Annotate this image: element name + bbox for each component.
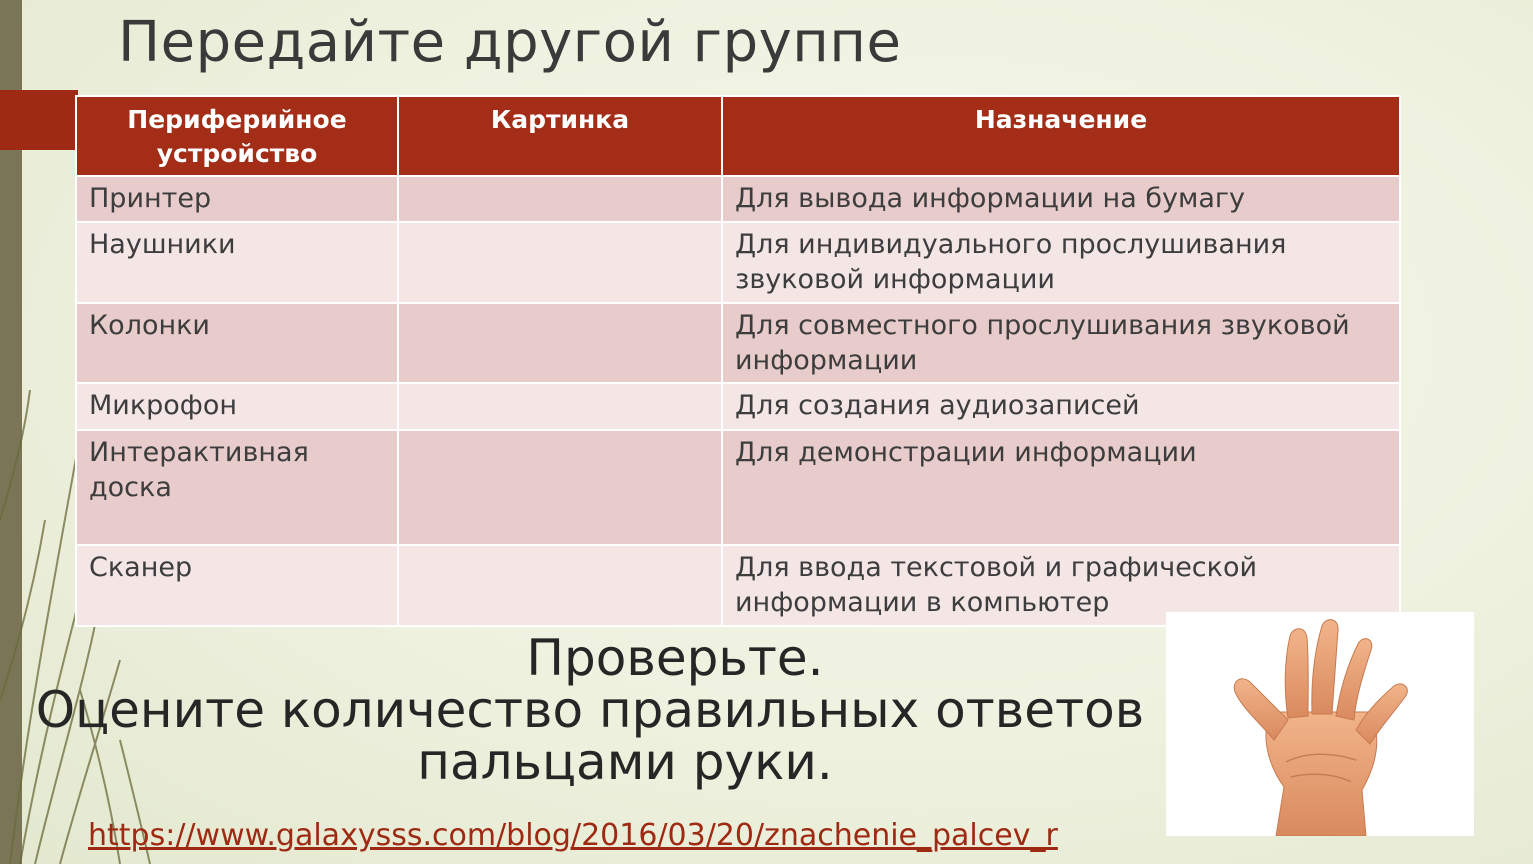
header-picture: Картинка: [398, 96, 722, 176]
cell-device: Наушники: [76, 222, 398, 303]
open-hand-icon: [1166, 612, 1474, 836]
cell-purpose: Для демонстрации информации: [722, 430, 1400, 545]
cell-picture: [398, 176, 722, 222]
cell-purpose: Для вывода информации на бумагу: [722, 176, 1400, 222]
check-line-1: Проверьте.: [526, 629, 824, 687]
source-link[interactable]: https://www.galaxysss.com/blog/2016/03/20/znachenie_palcev_r: [88, 818, 1058, 853]
table-row: [76, 383, 1400, 430]
cell-picture: [398, 430, 722, 545]
check-line-3: пальцами руки.: [417, 733, 833, 791]
table-row: [76, 303, 1400, 383]
table-row: [76, 222, 1400, 303]
check-line-2: Оцените количество правильных ответов: [35, 681, 1145, 739]
devices-table: [75, 95, 1401, 627]
hand-image: [1166, 612, 1474, 836]
cell-device: Принтер: [76, 176, 398, 222]
cell-picture: [398, 303, 722, 383]
cell-purpose: Для создания аудиозаписей: [722, 383, 1400, 430]
slide-title: Передайте другой группе: [118, 10, 902, 75]
check-instructions: [0, 629, 1220, 791]
cell-device: Интерактивная доска: [76, 430, 398, 545]
title-accent-block: [0, 90, 78, 150]
cell-picture: [398, 383, 722, 430]
cell-device: Колонки: [76, 303, 398, 383]
table-row: [76, 176, 1400, 222]
cell-device: Сканер: [76, 545, 398, 626]
table-row: [76, 430, 1400, 545]
header-device: Периферийное устройство: [76, 96, 398, 176]
cell-picture: [398, 222, 722, 303]
header-purpose: Назначение: [722, 96, 1400, 176]
cell-purpose: Для совместного прослушивания звуковой информации: [722, 303, 1400, 383]
cell-device: Микрофон: [76, 383, 398, 430]
cell-purpose: Для ввода текстовой и графической информации в компьютер: [722, 545, 1400, 626]
cell-purpose: Для индивидуального прослушивания звуковой информации: [722, 222, 1400, 303]
cell-picture: [398, 545, 722, 626]
table-header-row: [76, 96, 1400, 176]
